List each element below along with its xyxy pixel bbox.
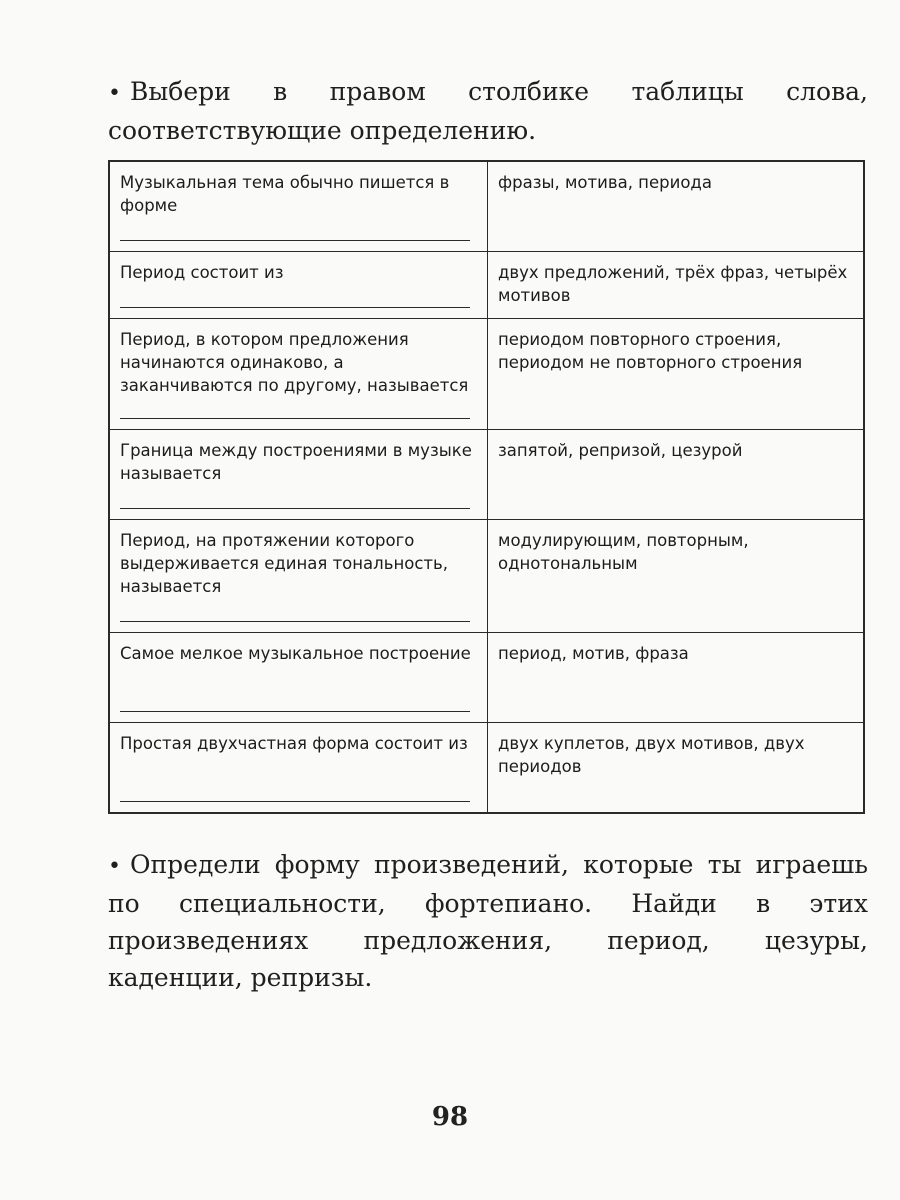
answer-line[interactable] xyxy=(120,508,470,509)
bullet-marker: • xyxy=(108,854,121,879)
word-options-text: запятой, репризой, цезурой xyxy=(498,441,743,460)
definition-cell xyxy=(109,252,488,319)
definition-cell xyxy=(109,430,488,520)
definition-cell xyxy=(109,633,488,723)
table-row xyxy=(109,520,864,633)
definition-text: Период, в котором предложения начинаются одинаково, а заканчиваются по другому, называется xyxy=(120,330,469,395)
definition-cell xyxy=(109,520,488,633)
word-options-text: модулирующим, повторным, однотональным xyxy=(498,531,749,573)
task-instruction-2 xyxy=(108,846,868,996)
table-row xyxy=(109,161,864,252)
word-options-text: фразы, мотива, периода xyxy=(498,173,712,192)
table-row xyxy=(109,319,864,430)
word-options-text: период, мотив, фраза xyxy=(498,644,689,663)
page-number: 98 xyxy=(431,1102,469,1132)
word-options-cell xyxy=(488,633,865,723)
task-text: Определи форму произведений, которые ты играешь по специальности, фортепиано. Найди в этих произведениях предложения, период, цезуры, каденции, репризы. xyxy=(108,850,868,992)
definition-text: Период состоит из xyxy=(120,263,284,282)
task-text: Выбери в правом столбике таблицы слова, соответствующие определению. xyxy=(108,77,868,145)
answer-line[interactable] xyxy=(120,711,470,712)
definition-cell xyxy=(109,723,488,814)
definition-text: Граница между построениями в музыке называется xyxy=(120,441,472,483)
answer-line[interactable] xyxy=(120,418,470,419)
word-options-cell xyxy=(488,161,865,252)
answer-line[interactable] xyxy=(120,621,470,622)
table-row xyxy=(109,430,864,520)
answer-line[interactable] xyxy=(120,240,470,241)
word-options-cell xyxy=(488,430,865,520)
word-options-cell xyxy=(488,520,865,633)
answer-line[interactable] xyxy=(120,307,470,308)
table-row xyxy=(109,633,864,723)
definition-text: Музыкальная тема обычно пишется в форме xyxy=(120,173,450,215)
definition-text: Простая двухчастная форма состоит из xyxy=(120,734,468,753)
word-options-text: двух куплетов, двух мотивов, двух периодов xyxy=(498,734,805,776)
definition-cell xyxy=(109,319,488,430)
task-instruction-1 xyxy=(108,73,868,149)
bullet-marker: • xyxy=(108,81,121,106)
table-row xyxy=(109,723,864,814)
word-options-text: двух предложений, трёх фраз, четырёх мотивов xyxy=(498,263,848,305)
definition-text: Самое мелкое музыкальное построение xyxy=(120,644,471,663)
word-options-cell xyxy=(488,723,865,814)
definition-text: Период, на протяжении которого выдерживается единая тональность, называется xyxy=(120,531,448,596)
definition-cell xyxy=(109,161,488,252)
word-options-cell xyxy=(488,252,865,319)
matching-table xyxy=(108,160,865,814)
word-options-text: периодом повторного строения, периодом не повторного строения xyxy=(498,330,803,372)
word-options-cell xyxy=(488,319,865,430)
table-row xyxy=(109,252,864,319)
answer-line[interactable] xyxy=(120,801,470,802)
